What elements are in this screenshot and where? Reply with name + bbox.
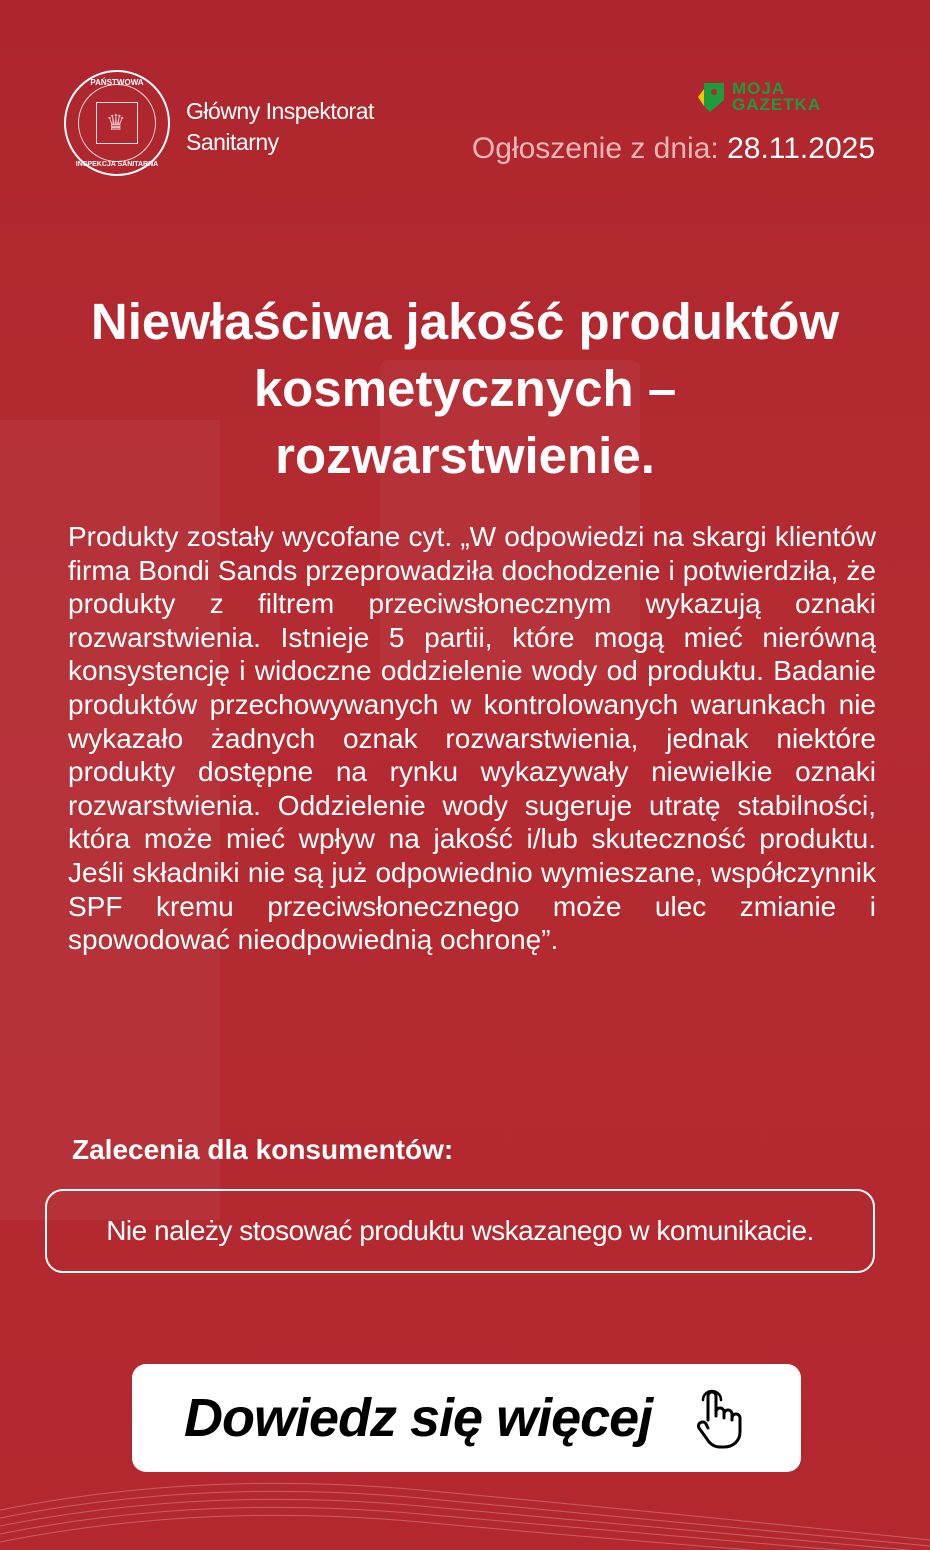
announcement-body: Produkty zostały wycofane cyt. „W odpowiedzi na skargi klientów firma Bondi Sands przeprowadziła dochodzenie i potwierdziła, że produkty z filtrem przeciwsłonecznym wykazują oznaki rozwarstwienia. Istnieje 5 partii, które mogą mieć nierówną konsystencję i widoczne oddzielenie wody od produktu. Badanie produktów przechowywanych w kontrolowanych warunkach nie wykazało żadnych oznak rozwarstwienia, jednak niektóre produkty dostępne na rynku wykazywały niewielkie oznaki rozwarstwienia. Oddzielenie wody sugeruje utratę stabilności, która może mieć wpływ na jakość i/lub skuteczność produktu. Jeśli składniki nie są już odpowiednio wymieszane, współczynnik SPF kremu przeciwsłonecznego może ulec zmianie i spowodować nieodpowiednią ochronę”. bbox=[68, 521, 876, 956]
learn-more-button[interactable] bbox=[132, 1364, 801, 1472]
gis-seal-logo bbox=[64, 70, 170, 176]
date-value: 28.11.2025 bbox=[727, 132, 875, 165]
hand-pointer-icon bbox=[692, 1386, 748, 1450]
seal-text-bottom: INSPEKCJA SANITARNA bbox=[75, 161, 159, 168]
recommendations-heading: Zalecenia dla konsumentów: bbox=[72, 1134, 454, 1165]
logo-text-line2: GAZETKA bbox=[732, 95, 822, 114]
seal-text-top: PAŃSTWOWA bbox=[90, 78, 144, 87]
recommendation-text: Nie należy stosować produktu wskazanego w komunikacie. bbox=[106, 1215, 814, 1246]
page-title bbox=[40, 288, 890, 489]
learn-more-label: Dowiedz się więcej bbox=[184, 1388, 653, 1448]
decorative-wave-mesh bbox=[0, 1470, 930, 1550]
title-line: Niewłaściwa jakość produktów bbox=[90, 293, 840, 350]
moja-gazetka-logo bbox=[692, 80, 821, 114]
recommendation-box bbox=[45, 1189, 875, 1273]
eagle-icon: ♛ bbox=[106, 110, 126, 135]
org-name-line2: Sanitarny bbox=[186, 129, 279, 155]
logo-text-line1: MOJA bbox=[732, 79, 786, 98]
date-label: Ogłoszenie z dnia: bbox=[471, 132, 719, 165]
moja-gazetka-mark-icon bbox=[692, 80, 726, 114]
org-name-line1: Główny Inspektorat bbox=[186, 98, 374, 124]
announcement-date bbox=[472, 132, 875, 166]
org-name bbox=[186, 96, 374, 158]
title-line: kosmetycznych – bbox=[253, 360, 677, 417]
title-line: rozwarstwienie. bbox=[275, 427, 655, 484]
